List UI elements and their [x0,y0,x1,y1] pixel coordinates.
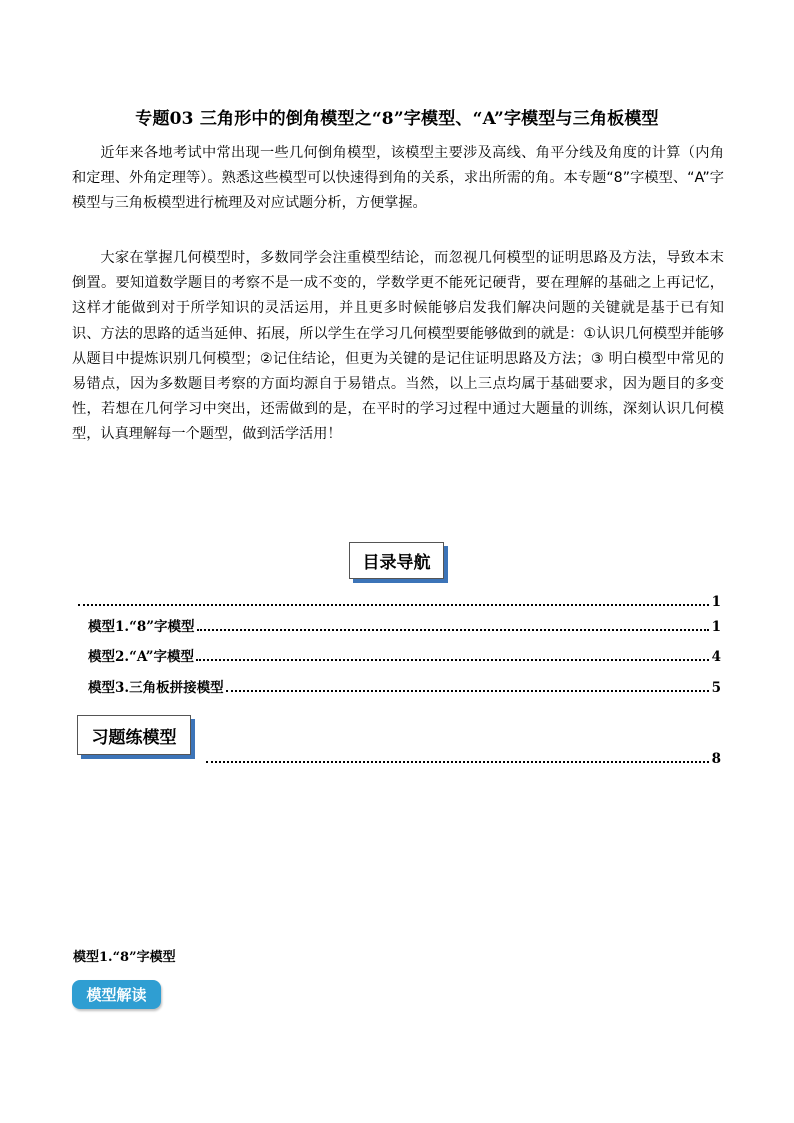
toc-entry-label: 模型1.“8”字模型 [88,619,195,635]
toc-entry-page: 8 [711,751,721,767]
document-title: 专题03 三角形中的倒角模型之“8”字模型、“A”字模型与三角板模型 [135,109,659,129]
exercise-heading-box: 习题练模型 [77,715,191,755]
toc-leader-dots [78,603,709,606]
toc-entry-exercises[interactable] [204,749,721,767]
toc-entry-label: 模型3.三角板拼接模型 [88,680,224,696]
section-heading: 模型1.“8”字模型 [73,950,176,965]
toc-entry-page: 5 [711,680,721,696]
toc-entry-label: 模型2.“A”字模型 [88,649,194,665]
intro-paragraph-1: 近年来各地考试中常出现一些几何倒角模型，该模型主要涉及高线、角平分线及角度的计算（内角和定理、外角定理等）。熟悉这些模型可以快速得到角的关系，求出所需的角。本专题“8”字模型、“A”字模型与三角板模型进行梳理及对应试题分析，方便掌握。 [72,145,724,212]
toc-entry[interactable] [76,592,721,610]
toc-leader-dots [196,658,709,661]
toc-leader-dots [226,689,709,692]
toc-entry-model-3[interactable] [88,678,721,696]
toc-entry-model-1[interactable] [88,617,721,635]
toc-heading-box: 目录导航 [349,542,444,579]
toc-entry-page: 1 [711,619,721,635]
intro-paragraph-2: 大家在掌握几何模型时，多数同学会注重模型结论，而忽视几何模型的证明思路及方法，导致本末倒置。要知道数学题目的考察不是一成不变的，学数学更不能死记硬背，要在理解的基础之上再记忆，这样才能做到对于所学知识的灵活运用，并且更多时候能够启发我们解决问题的关键就是基于已有知识、方法的思路的适当延伸、拓展，所以学生在学习几何模型要能够做到的就是：①认识几何模型并能够从题目中提炼识别几何模型；②记住结论，但更为关键的是记住证明思路及方法；③ 明白模型中常见的易错点，因为多数题目考察的方面均源自于易错点。当然，以上三点均属于基础要求，因为题目的多变性，若想在几何学习中突出，还需做到的是，在平时的学习过程中通过大题量的训练，深刻认识几何模型，认真理解每一个题型，做到活学活用！ [72,250,724,443]
model-interpretation-badge: 模型解读 [72,980,161,1009]
toc-leader-dots [197,628,709,631]
toc-entry-page: 1 [711,594,721,610]
toc-entry-model-2[interactable] [88,647,721,665]
toc-leader-dots [206,760,709,763]
toc-entry-page: 4 [711,649,721,665]
